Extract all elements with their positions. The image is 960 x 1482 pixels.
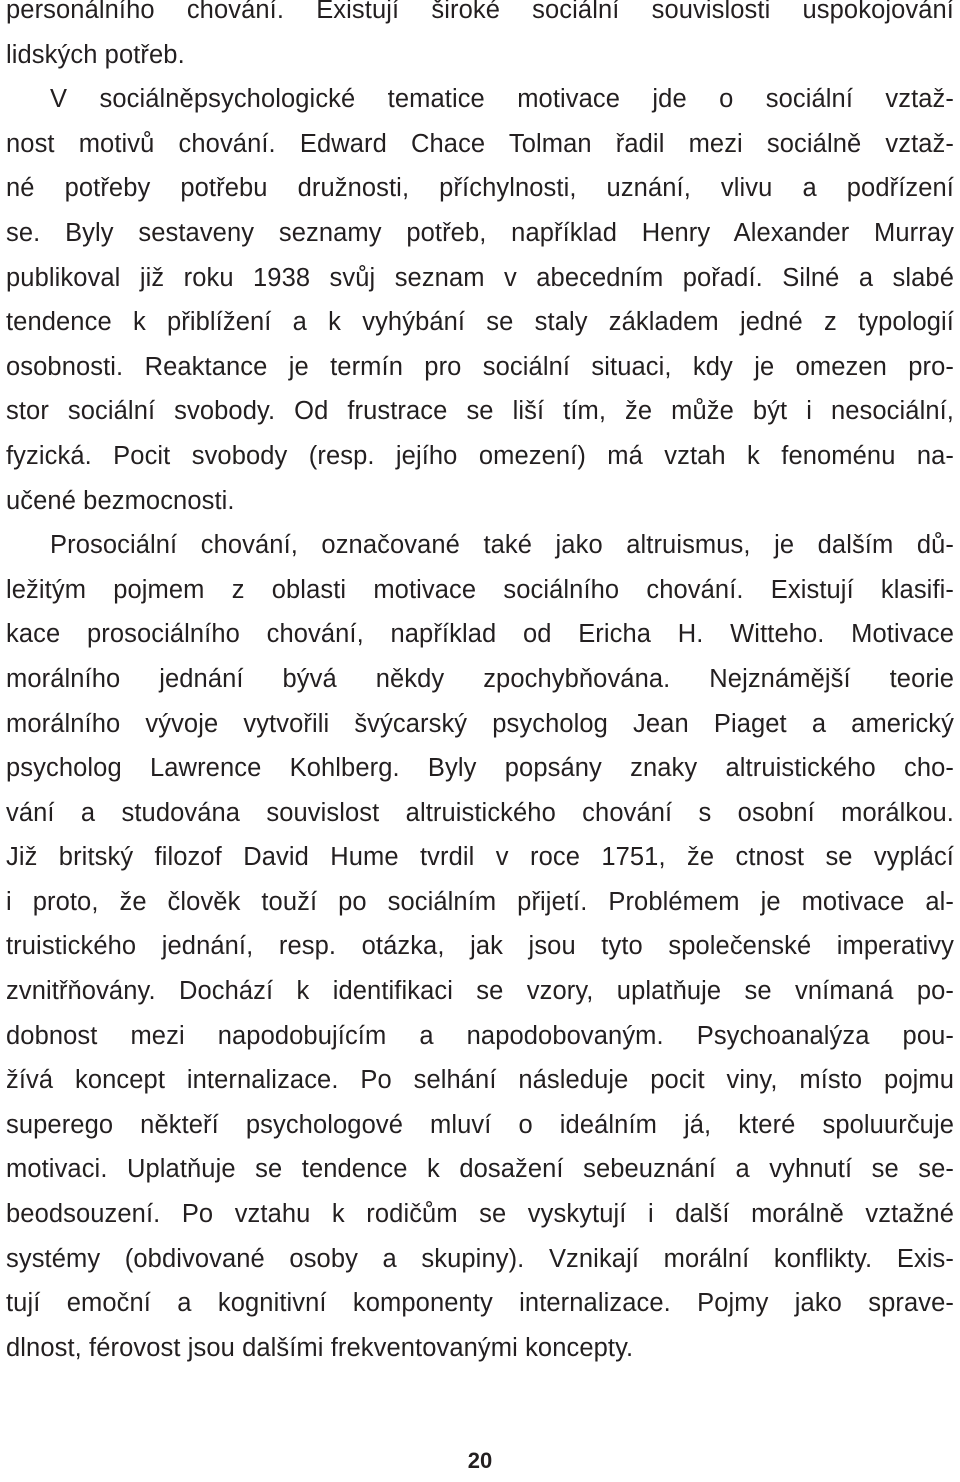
text-line: ležitým pojmem z oblasti motivace sociálního chování. Existují klasifi- (6, 575, 954, 604)
text-line: i proto, že člověk touží po sociálním přijetí. Problémem je motivace al- (6, 887, 954, 916)
text-line: psycholog Lawrence Kohlberg. Byly popsány znaky altruistického cho- (6, 754, 954, 783)
text-line: lidských potřeb. (6, 40, 185, 69)
text-line: fyzická. Pocit svobody (resp. jejího omezení) má vztah k fenoménu na- (6, 441, 954, 470)
text-line: zvnitřňovány. Dochází k identifikaci se vzory, uplatňuje se vnímaná po- (6, 977, 954, 1006)
text-line: tendence k přiblížení a k vyhýbání se staly základem jedné z typologií (6, 308, 954, 337)
body-text (6, 0, 954, 1370)
text-line: se. Byly sestaveny seznamy potřeb, například Henry Alexander Murray (6, 218, 954, 247)
text-line: dobnost mezi napodobujícím a napodobovaným. Psychoanalýza pou- (6, 1021, 954, 1050)
text-line: morálního jednání bývá někdy zpochybňována. Nejznámější teorie (6, 664, 954, 693)
text-line: kace prosociálního chování, například od Ericha H. Witteho. Motivace (6, 620, 954, 649)
text-line: stor sociální svobody. Od frustrace se liší tím, že může být i nesociální, (6, 397, 954, 426)
text-line: osobnosti. Reaktance je termín pro sociální situaci, kdy je omezen pro- (6, 352, 954, 381)
text-line: dlnost, férovost jsou dalšími frekventovanými koncepty. (6, 1333, 634, 1362)
text-line: V sociálněpsychologické tematice motivace jde o sociální vztaž- (50, 85, 954, 114)
text-line: morálního vývoje vytvořili švýcarský psycholog Jean Piaget a americký (6, 709, 954, 738)
text-line: personálního chování. Existují široké sociální souvislosti uspokojování (6, 0, 954, 24)
text-line: superego někteří psychologové mluví o ideálním já, které spoluurčuje (6, 1110, 954, 1139)
page-number: 20 (467, 1448, 493, 1473)
text-line: žívá koncept internalizace. Po selhání následuje pocit viny, místo pojmu (6, 1066, 954, 1095)
text-line: vání a studována souvislost altruistického chování s osobní morálkou. (6, 798, 954, 827)
text-line: učené bezmocnosti. (6, 486, 235, 515)
text-line: tují emoční a kognitivní komponenty internalizace. Pojmy jako sprave- (6, 1289, 954, 1318)
text-line: nost motivů chování. Edward Chace Tolman řadil mezi sociálně vztaž- (6, 129, 954, 158)
text-line: systémy (obdivované osoby a skupiny). Vznikají morální konflikty. Exis- (6, 1244, 954, 1273)
text-line: beodsouzení. Po vztahu k rodičům se vyskytují i další morálně vztažné (6, 1200, 954, 1229)
text-line: publikoval již roku 1938 svůj seznam v abecedním pořadí. Silné a slabé (6, 263, 954, 292)
text-line: né potřeby potřebu družnosti, příchylnosti, uznání, vlivu a podřízení (6, 174, 954, 203)
text-line: truistického jednání, resp. otázka, jak jsou tyto společenské imperativy (6, 932, 954, 961)
text-line: Již britský filozof David Hume tvrdil v roce 1751, že ctnost se vyplácí (6, 843, 954, 872)
text-line: Prosociální chování, označované také jako altruismus, je dalším dů- (50, 531, 954, 560)
text-line: motivaci. Uplatňuje se tendence k dosažení sebeuznání a vyhnutí se se- (6, 1155, 954, 1184)
